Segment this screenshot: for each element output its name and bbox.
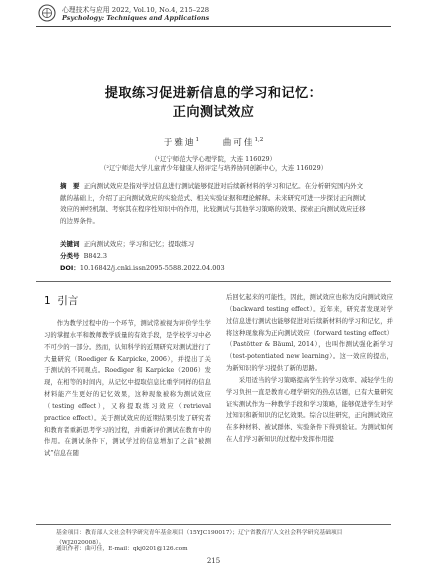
section-number: 1 xyxy=(44,295,51,307)
abstract-text: 正向测试效应是指对学过信息进行测试能够促进对后续新材料的学习和记忆。在分析研究国内外文献的基础上，介绍了正向测试效应的实验范式、相关实验证据和理论解释。未来研究可进一步探讨正向测试效应的神经机制、考察其在程序性知识中的作用，比较测试与其他学习策略的效果、探索正向测试效应迁移的边界条件。 xyxy=(60,182,366,225)
footnote-correspondence: 通讯作者：曲可佳，E-mail：qkj0201@126.com xyxy=(56,546,188,552)
doi-link[interactable]: 10.16842/j.cnki.issn2095-5588.2022.04.003 xyxy=(79,264,225,272)
author-affiliation-mark: 1 xyxy=(195,137,200,144)
journal-title-en: Psychology: Techniques and Applications xyxy=(62,14,210,22)
affiliation: （¹辽宁师范大学心理学院，大连 116029） xyxy=(151,155,276,163)
affiliation: （²辽宁师范大学儿童青少年健康人格评定与培养协同创新中心，大连 116029） xyxy=(99,164,328,172)
classification xyxy=(60,251,368,263)
body-paragraph: 作为教学过程中的一个环节，测试常被视为评价学生学习的掌握水平和教师教学质量的有效手段，是学校学习中必不可少的一部分。然而，认知科学的近期研究对测试进行了大量研究（Roediger & Karpicke, 2006），并提出了关于测试的不同观点。Roediger 和 Karpicke（2006）发现，在相等的时间内，从记忆中提取信息比重学同样的信息材料能产生更好的记忆效果，这种现象被称为测试效应（testing effect），又称提取练习效应（retrieval practice effect）。关于测试效应的近期结果引发了研究者和教育者重新思考学习的过程，并重新评价测试在教育中的作用。在测试条件下，测试学过的信息增加了之前“被测试”信息在随 xyxy=(44,320,211,458)
author-list xyxy=(0,136,427,148)
body-paragraph: 后回忆起来的可能性，因此，测试效应也称为反向测试效应（backward testing effect）。近年来，研究者发现对学过信息进行测试也能够促进对后续新材料的学习和记忆，并将这种现象称为正向测试效应（forward testing effect）（Pastötter & Bäuml, 2014），也叫作测试强化新学习（test-potentiated new learning）。这一效应的提出，为新知识的学习提供了新的思路。 xyxy=(226,294,393,373)
doi-label: DOI： xyxy=(60,264,80,272)
classification-label: 分类号 xyxy=(60,252,80,260)
journal-logo-icon xyxy=(38,4,56,22)
journal-header: 心理技术与应用 2022, Vol.10, No.4, 215–228 xyxy=(62,6,210,14)
keywords-label: 关键词 xyxy=(60,240,80,248)
paper-title-line2: 正向测试效应 xyxy=(172,105,255,120)
abstract-label: 摘 要 xyxy=(60,182,80,190)
abstract xyxy=(60,181,368,227)
footnote-rule xyxy=(36,524,391,525)
footnote-funding: 基金项目：教育部人文社会科学研究青年基金项目（15YJC190017）；辽宁省教育厅人文社会科学研究基础项目（WJ2020008）。 xyxy=(56,530,343,546)
classification-number: B842.3 xyxy=(83,252,108,260)
section-heading xyxy=(44,293,78,308)
body-paragraph: 采用适当的学习策略提高学生的学习效率、减轻学生的学习负担一直是教育心理学研究的热点话题，已有大量研究证实测试作为一种教学手段和学习策略，能够促进学生对学过知识和新知识的记忆效果。综合以往研究，正向测试效应在多种材料、被试群体、实验条件下得到验证。为测试如何在人们学习新知识的过程中发挥作用提 xyxy=(226,376,393,444)
page-number: 215 xyxy=(206,557,221,565)
section-title: 引言 xyxy=(57,295,79,307)
abstract-rule xyxy=(36,281,391,282)
body-column-right xyxy=(226,292,393,446)
header-rule xyxy=(36,26,391,27)
paper-title-line1: 提取练习促进新信息的学习和记忆： xyxy=(104,86,323,101)
keywords xyxy=(60,239,368,251)
author-affiliation-mark: 1,2 xyxy=(254,137,264,144)
author-name: 于雅迪 xyxy=(163,138,196,148)
author-name: 曲可佳 xyxy=(222,138,255,148)
keywords-text: 正向测试效应；学习和记忆；提取练习 xyxy=(83,240,195,248)
body-column-left xyxy=(44,318,211,460)
doi xyxy=(60,263,368,275)
